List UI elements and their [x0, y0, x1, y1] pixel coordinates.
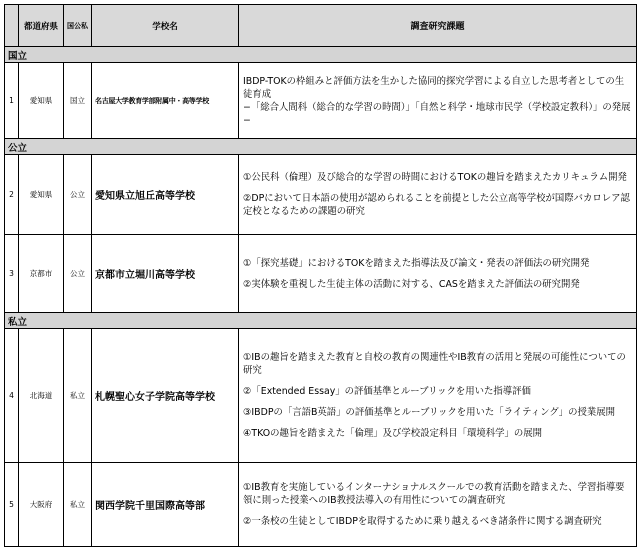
section-row-public — [5, 139, 637, 155]
topic-line: ①「探究基礎」におけるTOKを踏まえた指導法及び論文・発表の評価法の研究開発 — [243, 257, 590, 269]
row-type: 公立 — [64, 155, 92, 235]
header-num — [5, 5, 19, 47]
row-type: 国立 — [64, 63, 92, 139]
row-number: 4 — [5, 329, 19, 463]
row-prefecture: 愛知県 — [19, 63, 64, 139]
topic-line: −「総合人間科（総合的な学習の時間）」「自然と科学・地球市民学（学校設定教科）」の発展− — [243, 101, 631, 126]
row-topic — [239, 463, 637, 547]
topic-line: ②一条校の生徒としてIBDPを取得するために乗り越えるべき諸条件に関する調査研究 — [243, 516, 602, 527]
section-label-national: 国立 — [5, 47, 637, 63]
row-school: 札幌聖心女子学院高等学校 — [92, 329, 239, 463]
row-type: 私立 — [64, 463, 92, 547]
topic-line: ①IB教育を実施しているインターナショナルスクールでの教育活動を踏まえた、学習指導要領に則った授業へのIB教授法導入の有用性についての調査研究 — [243, 482, 625, 506]
topic-line: ②「Extended Essay」の評価基準とルーブリックを用いた指導評価 — [243, 386, 531, 397]
row-type: 公立 — [64, 235, 92, 313]
header-topic: 調査研究課題 — [239, 5, 637, 47]
row-prefecture: 京都市 — [19, 235, 64, 313]
header-school: 学校名 — [92, 5, 239, 47]
header-row — [5, 5, 637, 47]
topic-line: ①公民科（倫理）及び総合的な学習の時間におけるTOKの趣旨を踏まえたカリキュラム開発 — [243, 172, 627, 183]
row-number: 3 — [5, 235, 19, 313]
table-row — [5, 235, 637, 313]
section-row-national — [5, 47, 637, 63]
row-number: 1 — [5, 63, 19, 139]
topic-line: ②DPにおいて日本語の使用が認められることを前提とした公立高等学校が国際バカロレア認定校となるための課題の研究 — [243, 193, 630, 217]
row-school: 京都市立堀川高等学校 — [92, 235, 239, 313]
row-number: 5 — [5, 463, 19, 547]
header-prefecture: 都道府県 — [19, 5, 64, 47]
topic-line: ②実体験を重視した生徒主体の活動に対する、CASを踏まえた評価法の研究開発 — [243, 278, 580, 290]
topic-line: ③IBDPの「言語B英語」の評価基準とルーブリックを用いた「ライティング」の授業展開 — [243, 407, 615, 418]
row-topic — [239, 155, 637, 235]
table-row — [5, 329, 637, 463]
section-row-private — [5, 313, 637, 329]
table-row — [5, 63, 637, 139]
section-label-public: 公立 — [5, 139, 637, 155]
row-prefecture: 愛知県 — [19, 155, 64, 235]
section-label-private: 私立 — [5, 313, 637, 329]
row-prefecture: 北海道 — [19, 329, 64, 463]
row-school: 名古屋大学教育学部附属中・高等学校 — [92, 63, 239, 139]
topic-line: ①IBの趣旨を踏まえた教育と自校の教育の関連性やIB教育の活用と発展の可能性についての研究 — [243, 352, 626, 376]
header-type: 国公私 — [64, 5, 92, 47]
row-topic — [239, 235, 637, 313]
row-prefecture: 大阪府 — [19, 463, 64, 547]
research-table — [4, 4, 637, 547]
row-topic — [239, 63, 637, 139]
table-row — [5, 155, 637, 235]
table-row — [5, 463, 637, 547]
row-school: 関西学院千里国際高等部 — [92, 463, 239, 547]
row-type: 私立 — [64, 329, 92, 463]
research-table-container — [4, 4, 636, 547]
row-school: 愛知県立旭丘高等学校 — [92, 155, 239, 235]
row-number: 2 — [5, 155, 19, 235]
topic-line: ④TKOの趣旨を踏まえた「倫理」及び学校設定科目「環境科学」の展開 — [243, 428, 543, 439]
topic-line: IBDP-TOKの枠組みと評価方法を生かした協同的探究学習による自立した思考者としての生徒育成 — [243, 75, 625, 100]
row-topic — [239, 329, 637, 463]
